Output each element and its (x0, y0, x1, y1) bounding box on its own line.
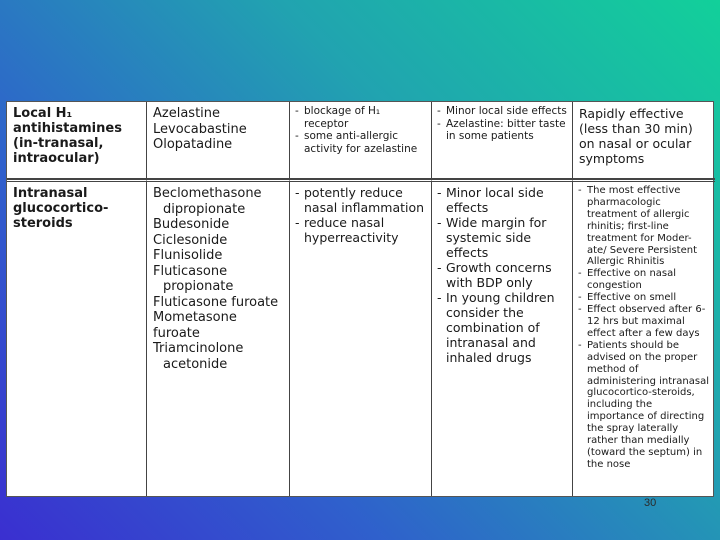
drug-name: Fluticasone furoate (153, 294, 279, 310)
drug-name: Beclomethasone (153, 186, 262, 201)
drug-name: acetonide (163, 356, 228, 372)
comment-item: - Effective on nasal congestion (577, 268, 710, 292)
drugs-cell-steroids (147, 179, 290, 496)
page-number: 30 (644, 497, 657, 509)
drug-name: Fluticasone (153, 263, 228, 279)
category-cell-steroids (7, 179, 147, 496)
drug-name: Mometasone furoate (153, 310, 237, 341)
drug-name: Olopatadine (153, 137, 233, 152)
category-cell-antihistamines (7, 102, 147, 179)
side-effect-item: - In young children consider the combination of intranasal and inhaled drugs (436, 290, 567, 365)
side-effect-item: - Minor local side effects (436, 105, 567, 118)
category-label: Intranasal glucocortico-steroids (13, 186, 109, 231)
mechanism-item: - blockage of H₁ receptor (294, 105, 426, 130)
mechanism-item: - reduce nasal hyperreactivity (294, 215, 426, 245)
drug-name: Levocabastine (153, 121, 247, 137)
side-effect-item: - Azelastine: bitter taste in some patients (436, 118, 567, 143)
side-effects-cell-steroids (432, 179, 573, 496)
comment-item: - Effective on smell (577, 292, 710, 304)
drug-name: dipropionate (163, 201, 246, 217)
side-effect-item: - Wide margin for systemic side effects (436, 215, 567, 260)
drug-name: propionate (163, 279, 234, 294)
side-effects-cell-antihistamines (432, 102, 573, 179)
drug-name: Budesonide (153, 217, 230, 232)
mechanism-item: - some anti-allergic activity for azelastine (294, 130, 426, 155)
drug-name: Azelastine (153, 106, 221, 121)
drug-table (6, 101, 714, 497)
comments-cell-antihistamines (573, 102, 715, 179)
comment-item: - The most effective pharmacologic treatment of allergic rhinitis; first-line treatment for Moder-ate/ Severe Persistent Allergic Rhinitis (577, 185, 710, 268)
comment-item: - Patients should be advised on the proper method of administering intranasal glucocortico-steroids, including the importance of directing the spray laterally rather than medially (toward the septum) in the nose (577, 340, 710, 471)
mechanism-cell-antihistamines (290, 102, 432, 179)
mechanism-item: - potently reduce nasal inflammation (294, 185, 426, 215)
comments-cell-steroids (573, 179, 715, 496)
side-effect-item: - Minor local side effects (436, 185, 567, 215)
drug-name: Triamcinolone (153, 341, 244, 356)
comment-item: - Effect observed after 6-12 hrs but maximal effect after a few days (577, 304, 710, 340)
mechanism-cell-steroids (290, 179, 432, 496)
side-effect-item: - Growth concerns with BDP only (436, 260, 567, 290)
drug-name: Flunisolide (153, 248, 223, 263)
comment-text: Rapidly effective (less than 30 min) on nasal or ocular symptoms (579, 106, 693, 166)
category-label: Local H₁ antihistamines (in-tranasal, intraocular) (13, 106, 122, 166)
drugs-cell-antihistamines (147, 102, 290, 179)
drug-name: Ciclesonide (153, 232, 228, 248)
